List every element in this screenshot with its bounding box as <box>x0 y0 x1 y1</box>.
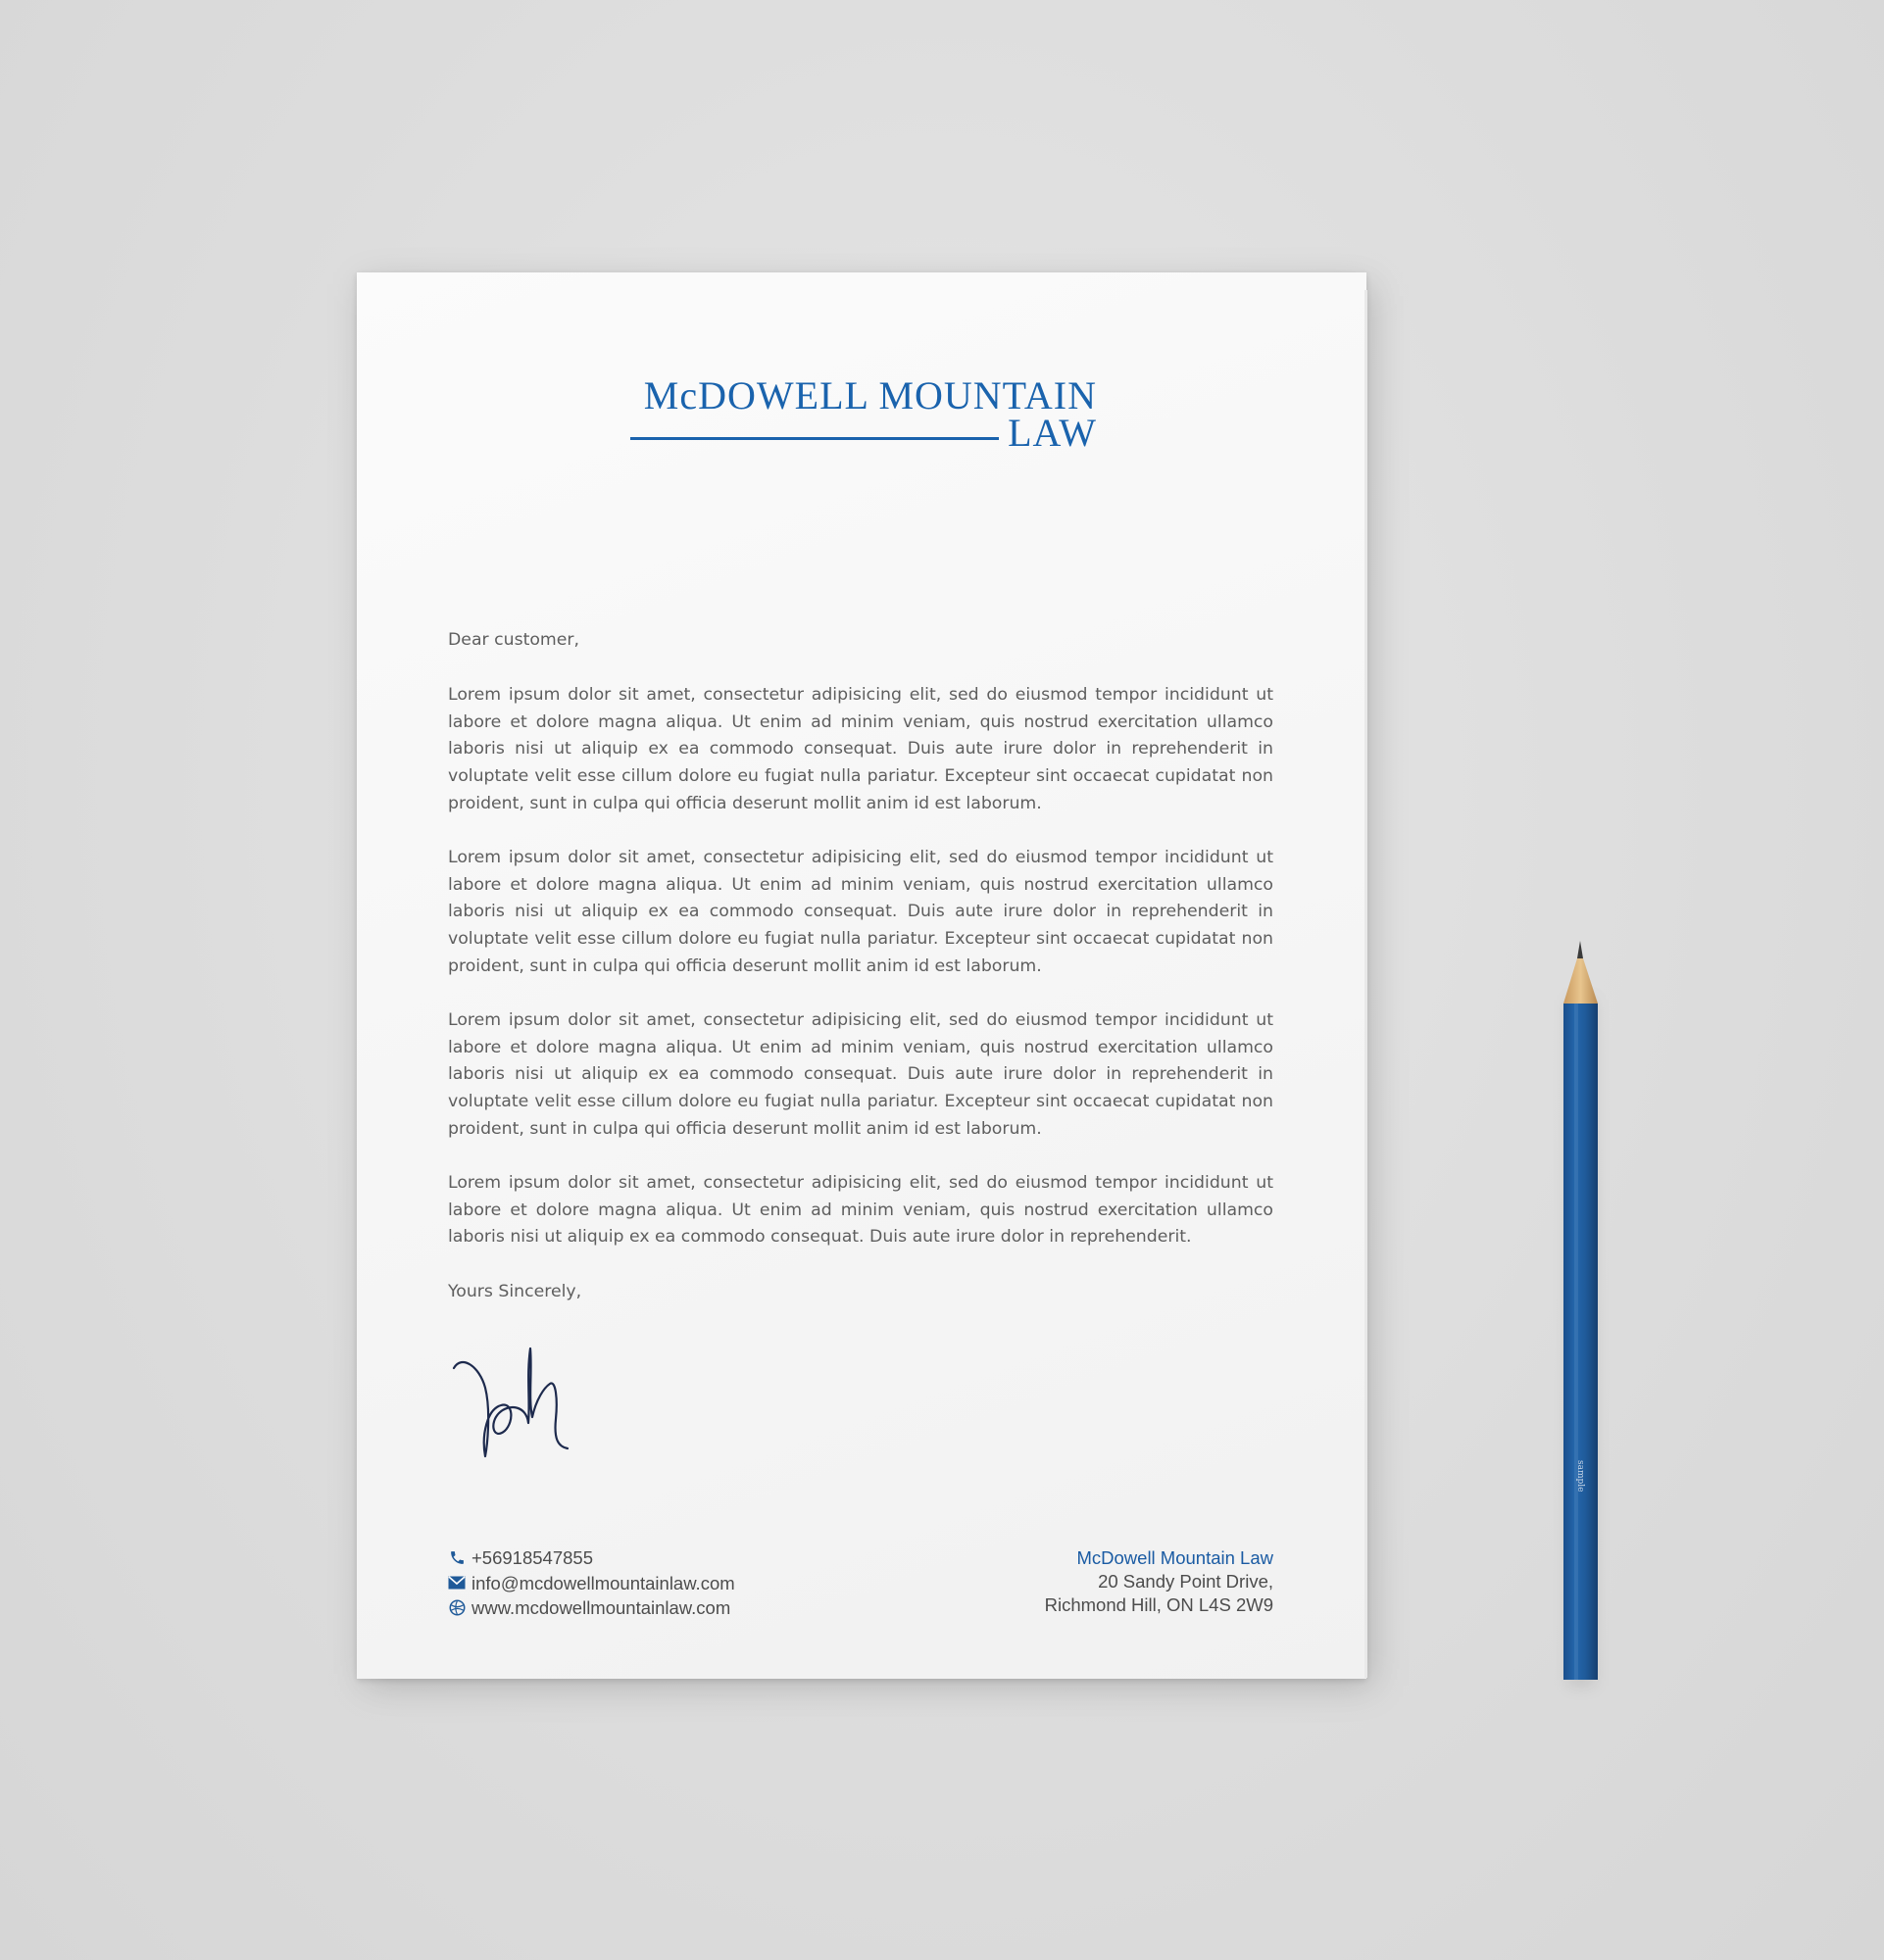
contact-phone-row <box>447 1545 735 1571</box>
signature <box>450 1341 577 1458</box>
firm-name: McDowell Mountain Law <box>1076 1547 1273 1568</box>
phone-number[interactable]: +56918547855 <box>471 1547 593 1568</box>
logo-title: McDOWELL MOUNTAIN <box>643 373 1097 417</box>
firm-logo <box>630 374 1097 453</box>
letter-paragraph: Lorem ipsum dolor sit amet, consectetur adipisicing elit, sed do eiusmod tempor incididunt ut labore et dolore magna aliqua. Ut enim ad minim veniam, quis nostrud exercitation ullamco laboris nisi ut aliquip ex ea commodo consequat. Duis aute irure dolor in reprehenderit in voluptate velit esse cillum dolore eu fugiat nulla pariatur. Excepteur sint occaecat cupidatat non proident, sunt in culpa qui officia deserunt mollit anim id est laborum. <box>448 1010 1273 1139</box>
letter-paragraph: Lorem ipsum dolor sit amet, consectetur adipisicing elit, sed do eiusmod tempor incididunt ut labore et dolore magna aliqua. Ut enim ad minim veniam, quis nostrud exercitation ullamco laboris nisi ut aliquip ex ea commodo consequat. Duis aute irure dolor in reprehenderit in voluptate velit esse cillum dolore eu fugiat nulla pariatur. Excepteur sint occaecat cupidatat non proident, sunt in culpa qui officia deserunt mollit anim id est laborum. <box>448 848 1273 976</box>
contact-email-row <box>447 1571 735 1596</box>
email-link[interactable]: info@mcdowellmountainlaw.com <box>471 1572 735 1593</box>
pencil-imprint: sample <box>1575 1460 1585 1493</box>
globe-icon <box>447 1599 467 1617</box>
firm-address <box>1045 1546 1273 1617</box>
logo-subtitle: LAW <box>1008 411 1097 455</box>
address-line-2: Richmond Hill, ON L4S 2W9 <box>1044 1594 1273 1615</box>
letterhead-page <box>357 272 1366 1679</box>
letter-paragraph: Lorem ipsum dolor sit amet, consectetur adipisicing elit, sed do eiusmod tempor incididunt ut labore et dolore magna aliqua. Ut enim ad minim veniam, quis nostrud exercitation ullamco laboris nisi ut aliquip ex ea commodo consequat. Duis aute irure dolor in reprehenderit in voluptate velit esse cillum dolore eu fugiat nulla pariatur. Excepteur sint occaecat cupidatat non proident, sunt in culpa qui officia deserunt mollit anim id est laborum. <box>448 685 1273 813</box>
logo-rule <box>630 437 999 440</box>
contact-website-row <box>447 1595 735 1621</box>
letter-greeting: Dear customer, <box>448 630 579 650</box>
contact-info <box>447 1545 735 1621</box>
email-icon <box>447 1574 467 1592</box>
letter-closing: Yours Sincerely, <box>448 1282 582 1301</box>
phone-icon <box>447 1549 467 1567</box>
letter-paragraph: Lorem ipsum dolor sit amet, consectetur adipisicing elit, sed do eiusmod tempor incididunt ut labore et dolore magna aliqua. Ut enim ad minim veniam, quis nostrud exercitation ullamco laboris nisi ut aliquip ex ea commodo consequat. Duis aute irure dolor in reprehenderit. <box>448 1173 1273 1248</box>
paper-edge <box>1364 290 1367 1678</box>
website-link[interactable]: www.mcdowellmountainlaw.com <box>471 1597 731 1618</box>
address-line-1: 20 Sandy Point Drive, <box>1098 1571 1273 1592</box>
pencil <box>1555 939 1604 1684</box>
